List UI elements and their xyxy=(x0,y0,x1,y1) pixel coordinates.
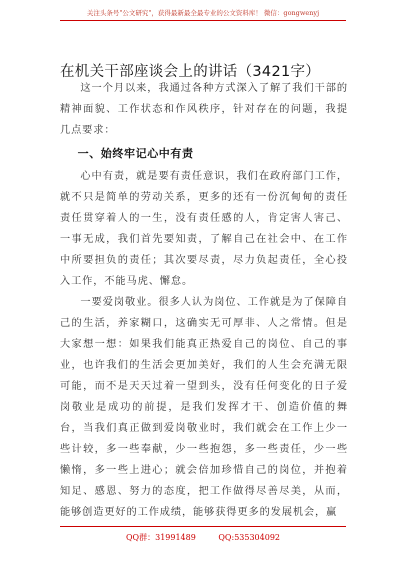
body-paragraph: 心中有责，就是要有责任意识，我们在政府部门工作，就不只是简单的劳动关系，更多的还有一份沉甸甸的责任责任贯穿着人的一生，没有责任感的人，肯定害人害己、一事无成，我们首先要知责，了解自己在社会中、在工作中所要担负的责任；其次要尽责，尽力负起责任，全心投入工作，不能马虎、懈怠。 xyxy=(60,171,348,287)
intro-paragraph: 这一个月以来，我通过各种方式深入了解了我们干部的精神面貌、工作状态和作风秩序，针对存在的问题，我提几点要求： xyxy=(60,83,348,136)
document-body xyxy=(60,78,348,523)
footer-qq-group: QQ群：31991489 xyxy=(125,533,196,542)
footer-banner xyxy=(60,526,346,549)
page-title: 在机关干部座谈会上的讲话（3421字） xyxy=(60,64,321,80)
body-paragraph: 一要爱岗敬业。很多人认为岗位、工作就是为了保障自己的生活，养家糊口，这确实无可厚非、人之常情。但是大家想一想：如果我们能真正热爱自己的岗位、自己的事业，也许我们的生活会更加美好，我们的人生会充满无限可能，而不是天天过着一望到头，没有任何变化的日子爱岗敬业是成功的前提，是我们发挥才干、创造价值的舞台，当我们真正做到爱岗敬业时，我们就会在工作上少一些计较，多一些奉献，少一些抱怨，多一些责任，少一些懒惰，多一些上进心；就会倍加珍惜自己的岗位，并抱着知足、感恩、努力的态度，把工作做得尽善尽美，从而，能够创造更好的工作成绩，能够获得更多的发展机会，赢 xyxy=(60,297,348,518)
header-banner: 关注头条号"公文研究"，获得最新最全最专业的公文资料库！ 微信：gongwenyj xyxy=(60,6,346,21)
section-heading: 一、始终牢记心中有责 xyxy=(77,147,194,160)
footer-qq-contact: QQ:535304092 xyxy=(218,533,280,542)
